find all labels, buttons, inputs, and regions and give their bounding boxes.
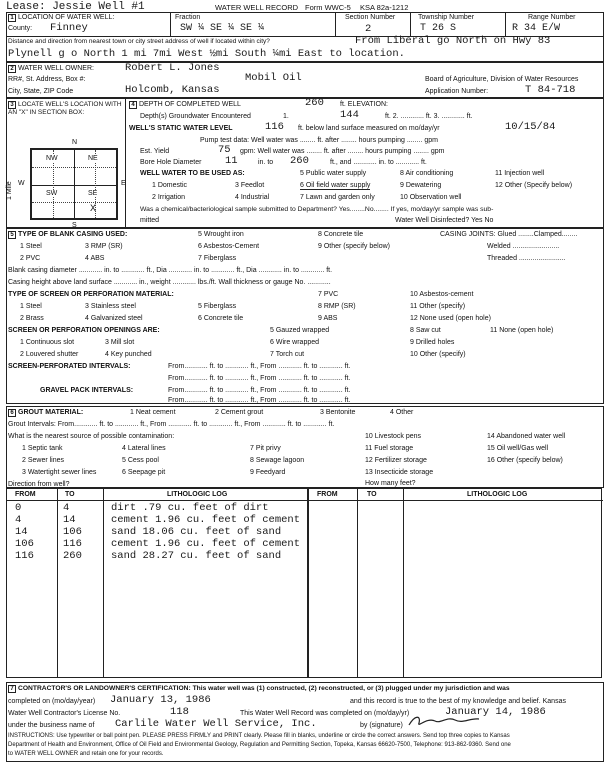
compass-n: N: [72, 139, 78, 146]
section1-label: 1 LOCATION OF WATER WELL:: [8, 14, 114, 22]
spi-row-1: From............ ft. to ............ ft., From ............ ft. to ............ ft.: [168, 363, 351, 370]
use-lawn[interactable]: 7 Lawn and garden only: [300, 194, 375, 201]
screen-galvanized[interactable]: 4 Galvanized steel: [85, 315, 143, 322]
grout-intervals: Grout Intervals: From............ ft. to ............ ft., From ............ ft. to ............ ft., From ............ ft. to ............ ft.: [8, 421, 335, 428]
county-label: County:: [8, 25, 33, 32]
compass-s: S: [72, 222, 77, 229]
use-label: WELL WATER TO BE USED AS:: [140, 170, 245, 177]
contam-sewer[interactable]: 2 Sewer lines: [22, 457, 65, 464]
completed-rest: and this record is true to the best of my knowledge and belief. Kansas: [350, 698, 566, 705]
depth-value: 260: [305, 97, 324, 109]
elevation-label: ft. ELEVATION:: [340, 101, 388, 108]
pump-test: Pump test data: Well water was ........ ft. after ........ hours pumping ........ gpm: [200, 137, 438, 144]
casing-steel[interactable]: 1 Steel: [20, 243, 42, 250]
application-label: Application Number:: [425, 88, 489, 95]
quadrant-se: SE: [88, 190, 98, 197]
completed-label: completed on (mo/day/year): [8, 698, 96, 705]
gpi-label: GRAVEL PACK INTERVALS:: [40, 387, 134, 394]
static-rest: ft. below land surface measured on mo/day/yr: [298, 125, 440, 132]
opening-drilled[interactable]: 9 Drilled holes: [410, 339, 455, 346]
contam-seepage[interactable]: 6 Seepage pit: [122, 469, 166, 476]
log-row-to: 116: [63, 538, 82, 550]
opening-key[interactable]: 4 Key punched: [105, 351, 152, 358]
contam-oilwell[interactable]: 15 Oil well/Gas well: [487, 445, 549, 452]
bact-question-2: mitted: [140, 217, 160, 224]
bact-question: Was a chemical/bacteriological sample submitted to Department? Yes........No........ If yes, mo/day/yr sample was sub-: [140, 206, 494, 213]
screen-other[interactable]: 11 Other (specify): [410, 303, 466, 310]
log-title-header-2: LITHOLOGIC LOG: [467, 491, 528, 498]
log-from-header-2: FROM: [317, 491, 338, 498]
log-row: [7, 526, 307, 538]
log-to-header: TO: [65, 491, 75, 498]
contam-fuel[interactable]: 11 Fuel storage: [365, 445, 414, 452]
bore-rest: ft., and ............ in. to ............ ft.: [330, 159, 427, 166]
static-value: 116: [265, 121, 284, 133]
township-value: T 26 S: [420, 23, 457, 34]
contam-abandoned[interactable]: 14 Abandoned water well: [487, 433, 566, 440]
opening-continuous[interactable]: 1 Continuous slot: [20, 339, 75, 346]
opening-gauzed[interactable]: 5 Gauzed wrapped: [270, 327, 330, 334]
yield-value: 75: [218, 144, 231, 156]
use-injection[interactable]: 11 Injection well: [495, 170, 545, 177]
instructions-3: to WATER WELL OWNER and retain one for your records.: [8, 751, 164, 757]
screen-pvc[interactable]: 7 PVC: [318, 291, 339, 298]
screen-concrete[interactable]: 6 Concrete tile: [198, 315, 244, 322]
signature-mark: [405, 713, 485, 729]
owner-name: Robert L. Jones: [125, 62, 220, 74]
township-label: Township Number: [418, 14, 475, 21]
log-row: [7, 502, 307, 514]
groundwater-1-value: 144: [340, 109, 359, 121]
lithologic-log-table: [6, 488, 602, 678]
screen-asbestos[interactable]: 10 Asbestos-cement: [410, 291, 474, 298]
gpi-row-2: From............ ft. to ............ ft., From ............ ft. to ............ ft.: [168, 397, 351, 404]
casing-other[interactable]: 9 Other (specify below): [318, 243, 390, 250]
howmany-feet: How many feet?: [365, 480, 416, 487]
depth-label: 4 DEPTH OF COMPLETED WELL: [129, 101, 241, 109]
use-public[interactable]: 5 Public water supply: [300, 170, 367, 177]
disinfected: Water Well Disinfected? Yes No: [395, 217, 494, 224]
license-label: Water Well Contractor's License No.: [8, 710, 121, 717]
openings-label: SCREEN OR PERFORATION OPENINGS ARE:: [8, 327, 160, 334]
grout-other[interactable]: 4 Other: [390, 409, 414, 416]
log-row-desc: cement 1.96 cu. feet of cement: [111, 514, 301, 526]
distance-line-2: Plynell g o North 1 mi 7mi West ½mi South ¼mi East to location.: [8, 48, 405, 60]
log-row-desc: sand 18.06 cu. feet of sand: [111, 526, 282, 538]
log-title-header: LITHOLOGIC LOG: [167, 491, 228, 498]
distance-line-1: From Liberal go North on Hwy 83: [355, 35, 551, 47]
record-label: This Water Well Record was completed on (mo/day/yr): [240, 710, 410, 717]
screen-none[interactable]: 12 None used (open hole): [410, 315, 491, 322]
opening-wire[interactable]: 6 Wire wrapped: [270, 339, 320, 346]
log-row-to: 4: [63, 502, 70, 514]
city-label: City, State, ZIP Code: [8, 88, 74, 95]
use-industrial[interactable]: 4 Industrial: [235, 194, 270, 201]
log-row-to: 14: [63, 514, 76, 526]
contam-lateral[interactable]: 4 Lateral lines: [122, 445, 166, 452]
contam-watertight[interactable]: 3 Watertight sewer lines: [22, 469, 97, 476]
log-row: [7, 550, 307, 562]
spi-label: SCREEN-PERFORATED INTERVALS:: [8, 363, 131, 370]
compass-w: W: [18, 180, 25, 187]
county-value: Finney: [50, 22, 88, 34]
use-irrigation[interactable]: 2 Irrigation: [152, 194, 186, 201]
city-value: Holcomb, Kansas: [125, 84, 220, 96]
screen-stainless[interactable]: 3 Stainless steel: [85, 303, 136, 310]
spi-row-2: From............ ft. to ............ ft., From ............ ft. to ............ ft.: [168, 375, 351, 382]
bore-depth: 260: [290, 155, 309, 167]
contam-label: What is the nearest source of possible contamination:: [8, 433, 175, 440]
certification-label: 7 CONTRACTOR'S OR LANDOWNER'S CERTIFICATION: This water well was (1) constructed, (2) reconstructed, or (3) plugged under my jurisdiction and was: [8, 685, 510, 693]
owner-label: 2 WATER WELL OWNER:: [8, 65, 94, 73]
contam-other[interactable]: 16 Other (specify below): [487, 457, 563, 464]
grout-neat[interactable]: 1 Neat cement: [130, 409, 176, 416]
locate-label: 3 LOCATE WELL'S LOCATION WITH AN "X" IN SECTION BOX:: [8, 101, 122, 116]
contam-fertilizer[interactable]: 12 Fertilizer storage: [365, 457, 427, 464]
opening-none[interactable]: 11 None (open hole): [490, 327, 554, 334]
opening-louvered[interactable]: 2 Louvered shutter: [20, 351, 79, 358]
log-row-desc: dirt .79 cu. feet of dirt: [111, 502, 269, 514]
casing-pvc[interactable]: 2 PVC: [20, 255, 41, 262]
casing-asbestos[interactable]: 6 Asbestos-Cement: [198, 243, 260, 250]
casing-wrought[interactable]: 5 Wrought iron: [198, 231, 244, 238]
static-date: 10/15/84: [505, 121, 556, 133]
well-location-mark: X: [90, 204, 97, 215]
use-other[interactable]: 12 Other (Specify below): [495, 182, 573, 189]
contam-privy[interactable]: 7 Pit privy: [250, 445, 281, 452]
yield-label: Est. Yield: [140, 148, 170, 155]
log-row: [7, 538, 307, 550]
groundwater-label: Depth(s) Groundwater Encountered: [140, 113, 251, 120]
casing-label: 5 TYPE OF BLANK CASING USED:: [8, 231, 127, 239]
casing-joints: CASING JOINTS: Glued ........Clamped........: [440, 231, 578, 238]
opening-mill[interactable]: 3 Mill slot: [105, 339, 135, 346]
opening-torch[interactable]: 7 Torch cut: [270, 351, 305, 358]
license-number: 118: [170, 706, 189, 718]
distance-label: Distance and direction from nearest town or city street address of well if located within city?: [8, 38, 270, 45]
form-title: WATER WELL RECORD: [215, 3, 299, 12]
record-date: January 14, 1986: [445, 706, 546, 718]
compass-e: E: [121, 180, 126, 187]
groundwater-rest: ft. 2. ............ ft. 3. ............ ft.: [385, 113, 473, 120]
log-row-to: 260: [63, 550, 82, 562]
screen-label: TYPE OF SCREEN OR PERFORATION MATERIAL:: [8, 291, 174, 298]
log-row: [7, 514, 307, 526]
range-value: R 34 E/W: [512, 23, 561, 34]
fraction-value: SW ¼ SE ¼ SE ¼: [180, 23, 265, 34]
gpi-row-1: From............ ft. to ............ ft., From ............ ft. to ............ ft.: [168, 387, 351, 394]
contam-insecticide[interactable]: 13 Insecticide storage: [365, 469, 434, 476]
instructions-1: INSTRUCTIONS: Use typewriter or ball point pen. PLEASE PRESS FIRMLY and PRINT clearly. Please fill in blanks, underline or circle the correct answers. Send top three copies to Kansas: [8, 733, 510, 739]
casing-height: Casing height above land surface ............ in., weight ............ lbs./ft. Wall thickness or gauge No. ............: [8, 279, 331, 286]
contam-cess[interactable]: 5 Cess pool: [122, 457, 159, 464]
screen-abs[interactable]: 9 ABS: [318, 315, 338, 322]
log-row-desc: cement 1.96 cu. feet of cement: [111, 538, 301, 550]
log-to-header-2: TO: [367, 491, 377, 498]
bore-value: 11: [225, 155, 238, 167]
contam-lagoon[interactable]: 8 Sewage lagoon: [250, 457, 305, 464]
use-domestic[interactable]: 1 Domestic: [152, 182, 188, 189]
casing-diameter: Blank casing diameter ............ in. to ............ ft., Dia ............ in. to ............ ft., Dia ............ in. to ............ ft.: [8, 267, 333, 274]
casing-concrete[interactable]: 8 Concrete tile: [318, 231, 364, 238]
grout-label: 6 GROUT MATERIAL:: [8, 409, 83, 417]
casing-fiberglass[interactable]: 7 Fiberglass: [198, 255, 237, 262]
log-row-to: 106: [63, 526, 82, 538]
section-box[interactable]: [30, 148, 118, 220]
use-feedlot[interactable]: 3 Feedlot: [235, 182, 265, 189]
static-label: WELL'S STATIC WATER LEVEL: [129, 125, 233, 132]
log-from-header: FROM: [15, 491, 36, 498]
board-label: Board of Agriculture, Division of Water Resources: [425, 76, 579, 83]
casing-abs[interactable]: 4 ABS: [85, 255, 105, 262]
application-number: T 84-718: [525, 84, 576, 96]
range-label: Range Number: [528, 14, 576, 21]
contam-livestock[interactable]: 10 Livestock pens: [365, 433, 422, 440]
ksa-number: KSA 82a-1212: [360, 3, 409, 12]
use-observation[interactable]: 10 Observation well: [400, 194, 462, 201]
fraction-label: Fraction: [175, 14, 201, 21]
opening-saw[interactable]: 8 Saw cut: [410, 327, 441, 334]
log-row-from: 106: [15, 538, 34, 550]
log-row-from: 116: [15, 550, 34, 562]
grout-bentonite[interactable]: 3 Bentonite: [320, 409, 356, 416]
business-label: under the business name of: [8, 722, 95, 729]
instructions-2: Department of Health and Environment, Office of Oil Field and Environmental Geology, Regulation and Permitting Section, Topeka, Kansas 66620-7500, Telephone: 913-862-9360. Send one: [8, 742, 511, 748]
screen-steel[interactable]: 1 Steel: [20, 303, 42, 310]
log-row-from: 0: [15, 502, 22, 514]
use-dewatering[interactable]: 9 Dewatering: [400, 182, 442, 189]
lease-name: Lease: Jessie Well #1: [6, 1, 145, 13]
quadrant-nw: NW: [46, 155, 58, 162]
mile-label: 1 Mile: [6, 181, 13, 200]
opening-other[interactable]: 10 Other (specify): [410, 351, 466, 358]
section-number-label: Section Number: [345, 14, 396, 21]
form-number: Form WWC-5: [305, 3, 351, 12]
signature-label: by (signature): [360, 722, 403, 729]
section-number-value: 2: [365, 23, 372, 35]
log-row-desc: sand 28.27 cu. feet of sand: [111, 550, 282, 562]
direction-label: Direction from well?: [8, 481, 70, 488]
grout-cement[interactable]: 2 Cement grout: [215, 409, 264, 416]
owner-company: Mobil Oil: [245, 72, 302, 84]
quadrant-ne: NE: [88, 155, 98, 162]
yield-rest: gpm: Well water was ........ ft. after ........ hours pumping ........ gpm: [240, 148, 445, 155]
quadrant-sw: SW: [46, 190, 58, 197]
use-air-conditioning[interactable]: 8 Air conditioning: [400, 170, 454, 177]
screen-fiberglass[interactable]: 5 Fiberglass: [198, 303, 237, 310]
rr-label: RR#, St. Address, Box #:: [8, 76, 86, 83]
completed-date: January 13, 1986: [110, 694, 211, 706]
casing-threaded: Threaded ........................: [487, 255, 566, 262]
groundwater-1-label: 1.: [283, 113, 289, 120]
use-oil-field[interactable]: 6 Oil field water supply: [300, 182, 371, 189]
bore-label: Bore Hole Diameter: [140, 159, 202, 166]
casing-welded: Welded ........................: [487, 243, 560, 250]
contam-feedyard[interactable]: 9 Feedyard: [250, 469, 286, 476]
casing-rmp[interactable]: 3 RMP (SR): [85, 243, 123, 250]
business-name: Carlile Water Well Service, Inc.: [115, 718, 317, 730]
screen-brass[interactable]: 2 Brass: [20, 315, 44, 322]
contam-septic[interactable]: 1 Septic tank: [22, 445, 63, 452]
bore-to: in. to: [258, 159, 274, 166]
log-row-from: 14: [15, 526, 28, 538]
screen-rmp[interactable]: 8 RMP (SR): [318, 303, 356, 310]
log-row-from: 4: [15, 514, 22, 526]
